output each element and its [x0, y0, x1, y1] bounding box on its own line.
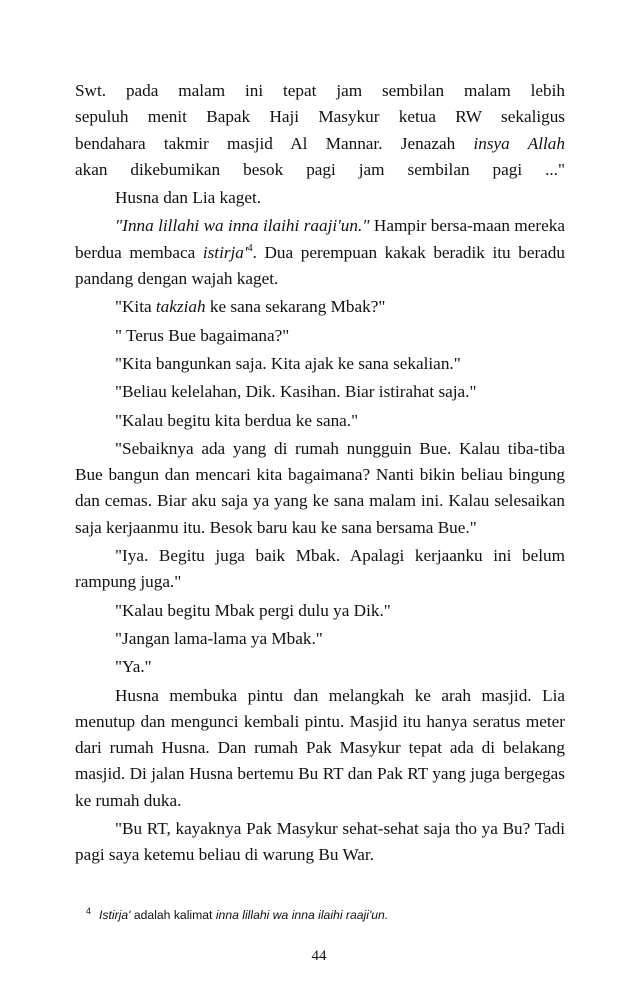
- body-text: [75, 78, 565, 869]
- paragraph-5: " Terus Bue bagaimana?": [115, 325, 290, 345]
- paragraph-9: "Sebaiknya ada yang di rumah nungguin Bue. Kalau tiba-tiba Bue bangun dan mencari kita bagaimana? Nanti bikin beliau bingung dan cemas. Biar aku saja ya yang ke sana malam ini. Kalau selesaikan saja kerjaanmu itu. Besok baru kau ke sana bersama Bue.": [75, 438, 565, 537]
- paragraph-3-text-1: Hampir bersa-maan mereka berdua membaca: [75, 216, 565, 262]
- footnote-ref: 4: [247, 242, 253, 254]
- footnote-text: adalah kalimat: [130, 908, 216, 922]
- paragraph-1-line-3-text: bendahara takmir masjid Al Mannar. Jenazah: [75, 133, 474, 153]
- paragraph-13: "Ya.": [115, 657, 152, 677]
- paragraph-3-text-2: . Dua perempuan kakak beradik itu beradu pandang dengan wajah kaget.: [75, 242, 565, 289]
- paragraph-1-line-3: [75, 131, 565, 157]
- paragraph-1-italic: insya Allah: [473, 133, 565, 153]
- footnote: [86, 903, 566, 923]
- footnote-term: Istirja': [99, 908, 131, 922]
- paragraph-1-line-2: sepuluh menit Bapak Haji Masykur ketua RW sekaligus: [75, 107, 565, 127]
- paragraph-3-term: istirja': [202, 242, 248, 262]
- paragraph-1: [75, 78, 565, 183]
- paragraph-11: "Kalau begitu Mbak pergi dulu ya Dik.": [115, 600, 391, 620]
- paragraph-12: "Jangan lama-lama ya Mbak.": [115, 628, 323, 648]
- paragraph-2: Husna dan Lia kaget.: [115, 188, 262, 208]
- paragraph-4: [75, 294, 565, 320]
- paragraph-10: "Iya. Begitu juga baik Mbak. Apalagi kerjaanku ini belum rampung juga.": [75, 546, 565, 592]
- paragraph-4-text-1: "Kita: [115, 297, 156, 317]
- paragraph-8: "Kalau begitu kita berdua ke sana.": [115, 410, 359, 430]
- paragraph-1-line-4: akan dikebumikan besok pagi jam sembilan pagi ...": [75, 159, 565, 179]
- paragraph-4-text-2: ke sana sekarang Mbak?": [205, 297, 386, 317]
- footnote-phrase: inna lillahi wa inna ilaihi raaji'un.: [215, 908, 389, 922]
- paragraph-4-italic: takziah: [155, 297, 206, 317]
- paragraph-6: "Kita bangunkan saja. Kita ajak ke sana sekalian.": [115, 353, 461, 373]
- paragraph-7: "Beliau kelelahan, Dik. Kasihan. Biar istirahat saja.": [115, 382, 477, 402]
- paragraph-15: "Bu RT, kayaknya Pak Masykur sehat-sehat saja tho ya Bu? Tadi pagi saya ketemu beliau di warung Bu War.: [75, 819, 565, 865]
- paragraph-3: [75, 213, 565, 292]
- paragraph-14: Husna membuka pintu dan melangkah ke arah masjid. Lia menutup dan mengunci kembali pintu. Masjid itu hanya seratus meter dari rumah Husna. Dan rumah Pak Masykur tepat ada di belakang masjid. Di jalan Husna bertemu Bu RT dan Pak RT yang juga bergegas ke rumah duka.: [75, 685, 565, 810]
- paragraph-1-line-1: Swt. pada malam ini tepat jam sembilan malam lebih: [75, 81, 565, 100]
- paragraph-3-quote: "Inna lillahi wa inna ilaihi raaji'un.": [115, 216, 370, 236]
- page-number: 44: [311, 948, 327, 964]
- footnote-number: 4: [86, 906, 92, 916]
